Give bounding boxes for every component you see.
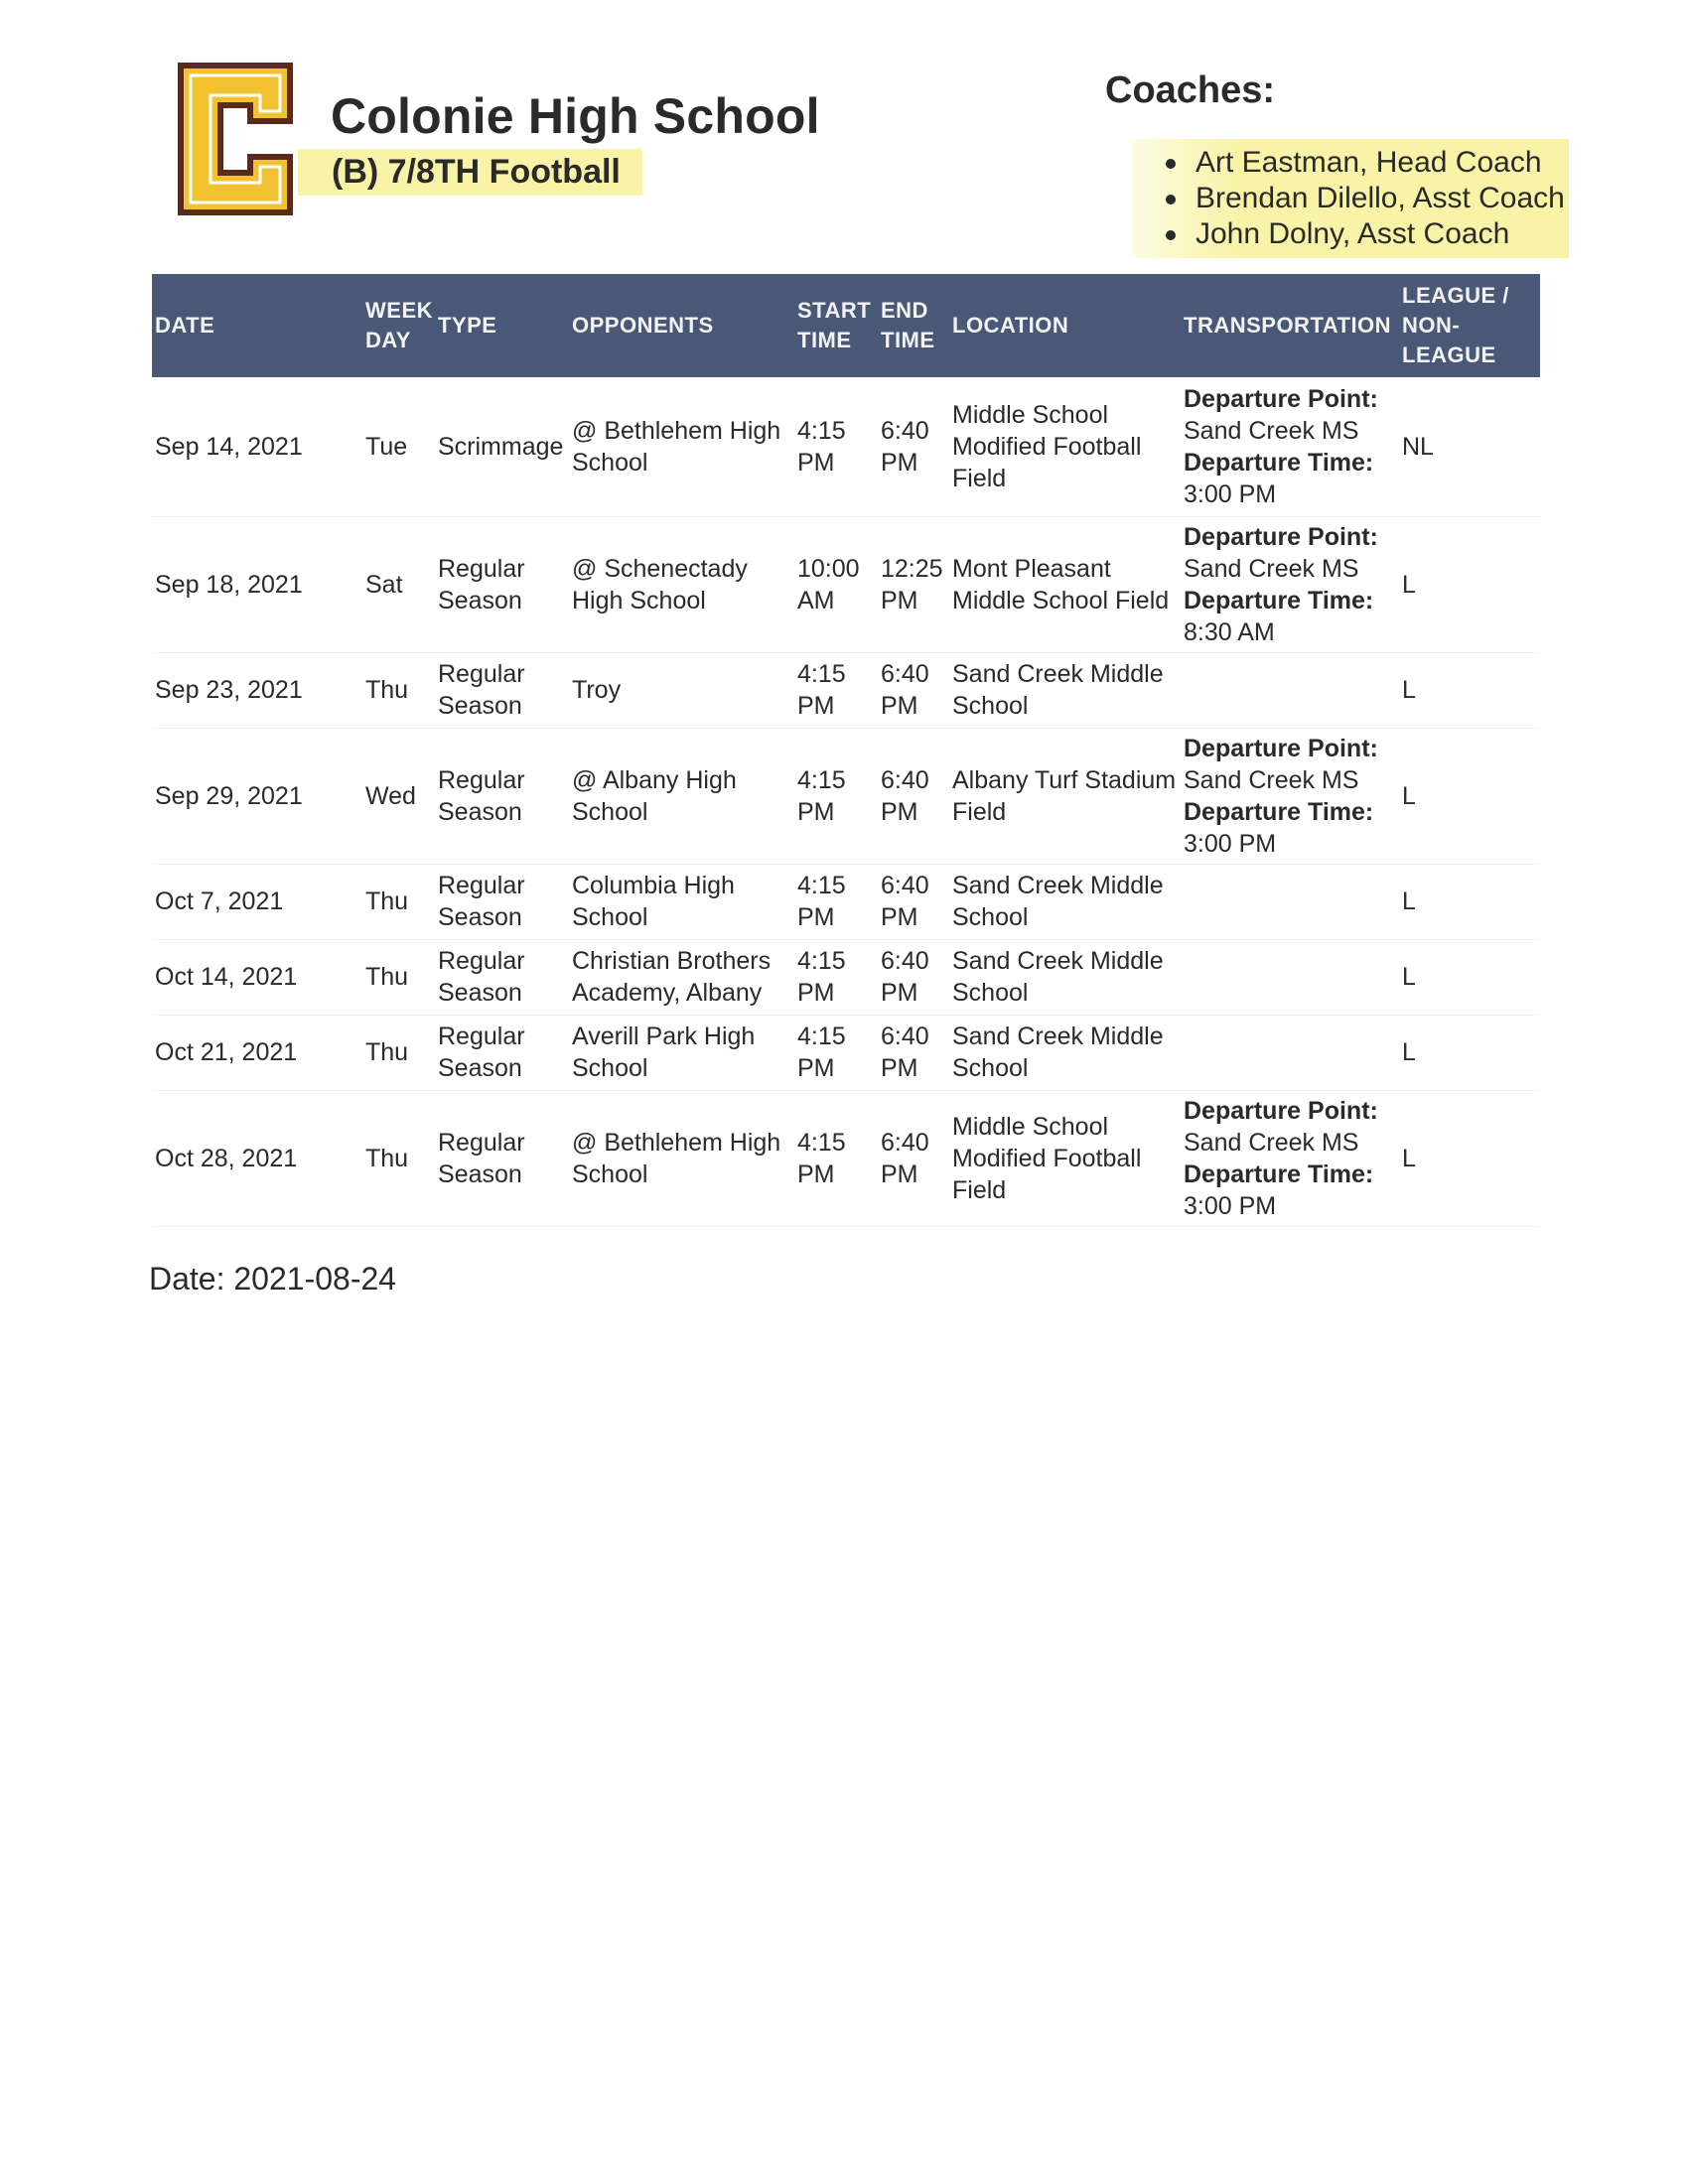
cell-end-time: 6:40 PM: [878, 1015, 949, 1090]
document-date: Date: 2021-08-24: [149, 1261, 397, 1297]
departure-point-value: Sand Creek MS: [1184, 765, 1359, 794]
departure-time-value: 8:30 AM: [1184, 617, 1275, 646]
cell-date: Sep 23, 2021: [152, 652, 362, 728]
school-title: Colonie High School: [331, 88, 820, 144]
header-league: LEAGUE / NON-LEAGUE: [1402, 283, 1509, 367]
school-logo: [175, 60, 296, 218]
coaches-heading: Coaches:: [1105, 69, 1276, 111]
cell-start-time: 4:15 PM: [794, 864, 878, 939]
cell-opponent: Columbia High School: [569, 864, 794, 939]
cell-transportation: [1181, 516, 1399, 652]
cell-weekday: Thu: [362, 652, 435, 728]
coach-list: [1132, 139, 1569, 258]
departure-time-value: 3:00 PM: [1184, 1191, 1277, 1220]
cell-location: Sand Creek Middle School: [949, 652, 1181, 728]
cell-opponent: @ Schenectady High School: [569, 516, 794, 652]
cell-league: L: [1399, 864, 1540, 939]
cell-opponent: Christian Brothers Academy, Albany: [569, 939, 794, 1015]
cell-date: Oct 7, 2021: [152, 864, 362, 939]
cell-type: Regular Season: [435, 864, 569, 939]
cell-type: Regular Season: [435, 652, 569, 728]
cell-type: Regular Season: [435, 939, 569, 1015]
cell-date: Oct 28, 2021: [152, 1090, 362, 1226]
cell-location: Middle School Modified Football Field: [949, 1090, 1181, 1226]
cell-weekday: Thu: [362, 1090, 435, 1226]
cell-type: Regular Season: [435, 728, 569, 864]
departure-time-label: Departure Time:: [1184, 1160, 1374, 1188]
cell-opponent: @ Albany High School: [569, 728, 794, 864]
cell-transportation: [1181, 1015, 1399, 1090]
cell-weekday: Sat: [362, 516, 435, 652]
cell-weekday: Thu: [362, 1015, 435, 1090]
table-header-row: [152, 274, 1540, 377]
header-transportation: TRANSPORTATION: [1184, 313, 1392, 338]
cell-type: Scrimmage: [435, 377, 569, 516]
cell-weekday: Thu: [362, 864, 435, 939]
cell-league: L: [1399, 652, 1540, 728]
cell-type: Regular Season: [435, 1015, 569, 1090]
table-row: [152, 728, 1540, 864]
cell-league: L: [1399, 1015, 1540, 1090]
departure-time-value: 3:00 PM: [1184, 479, 1277, 508]
departure-time-label: Departure Time:: [1184, 586, 1374, 614]
team-name: (B) 7/8TH Football: [298, 149, 642, 196]
departure-point-label: Departure Point:: [1184, 384, 1378, 413]
cell-weekday: Thu: [362, 939, 435, 1015]
coach-item: Art Eastman, Head Coach: [1144, 145, 1565, 181]
cell-start-time: 4:15 PM: [794, 652, 878, 728]
cell-end-time: 6:40 PM: [878, 728, 949, 864]
coach-item: Brendan Dilello, Asst Coach: [1144, 181, 1565, 216]
cell-transportation: [1181, 652, 1399, 728]
cell-transportation: [1181, 864, 1399, 939]
header-type: TYPE: [438, 313, 497, 338]
header-start-time: START TIME: [797, 298, 872, 352]
table-row: [152, 516, 1540, 652]
departure-time-label: Departure Time:: [1184, 448, 1374, 477]
cell-transportation: [1181, 728, 1399, 864]
cell-opponent: @ Bethlehem High School: [569, 377, 794, 516]
cell-league: L: [1399, 728, 1540, 864]
cell-end-time: 6:40 PM: [878, 1090, 949, 1226]
cell-transportation: [1181, 377, 1399, 516]
header-opponents: OPPONENTS: [572, 313, 714, 338]
departure-point-label: Departure Point:: [1184, 1096, 1378, 1125]
cell-location: Middle School Modified Football Field: [949, 377, 1181, 516]
cell-start-time: 4:15 PM: [794, 377, 878, 516]
departure-point-value: Sand Creek MS: [1184, 416, 1359, 445]
cell-location: Sand Creek Middle School: [949, 1015, 1181, 1090]
cell-start-time: 4:15 PM: [794, 728, 878, 864]
cell-opponent: Troy: [569, 652, 794, 728]
cell-start-time: 4:15 PM: [794, 1090, 878, 1226]
cell-transportation: [1181, 939, 1399, 1015]
table-row: [152, 1015, 1540, 1090]
cell-opponent: Averill Park High School: [569, 1015, 794, 1090]
departure-point-value: Sand Creek MS: [1184, 554, 1359, 583]
cell-league: L: [1399, 516, 1540, 652]
schedule-body: [152, 377, 1540, 1226]
cell-start-time: 10:00 AM: [794, 516, 878, 652]
cell-start-time: 4:15 PM: [794, 1015, 878, 1090]
cell-weekday: Tue: [362, 377, 435, 516]
coach-item: John Dolny, Asst Coach: [1144, 216, 1565, 252]
cell-league: NL: [1399, 377, 1540, 516]
cell-location: Sand Creek Middle School: [949, 939, 1181, 1015]
schedule-table: [152, 274, 1540, 1227]
cell-date: Sep 18, 2021: [152, 516, 362, 652]
departure-point-value: Sand Creek MS: [1184, 1128, 1359, 1157]
departure-point-label: Departure Point:: [1184, 734, 1378, 762]
cell-end-time: 6:40 PM: [878, 864, 949, 939]
cell-weekday: Wed: [362, 728, 435, 864]
cell-date: Oct 14, 2021: [152, 939, 362, 1015]
cell-end-time: 6:40 PM: [878, 652, 949, 728]
table-row: [152, 864, 1540, 939]
cell-type: Regular Season: [435, 1090, 569, 1226]
cell-location: Albany Turf Stadium Field: [949, 728, 1181, 864]
cell-end-time: 12:25 PM: [878, 516, 949, 652]
header-weekday: WEEK DAY: [365, 298, 433, 352]
departure-time-label: Departure Time:: [1184, 797, 1374, 826]
table-row: [152, 652, 1540, 728]
header-end-time: END TIME: [881, 298, 935, 352]
cell-end-time: 6:40 PM: [878, 377, 949, 516]
table-row: [152, 1090, 1540, 1226]
departure-time-value: 3:00 PM: [1184, 829, 1277, 858]
cell-type: Regular Season: [435, 516, 569, 652]
cell-location: Sand Creek Middle School: [949, 864, 1181, 939]
cell-end-time: 6:40 PM: [878, 939, 949, 1015]
cell-transportation: [1181, 1090, 1399, 1226]
table-row: [152, 939, 1540, 1015]
cell-league: L: [1399, 1090, 1540, 1226]
cell-date: Oct 21, 2021: [152, 1015, 362, 1090]
header-date: DATE: [155, 313, 215, 338]
cell-date: Sep 14, 2021: [152, 377, 362, 516]
cell-date: Sep 29, 2021: [152, 728, 362, 864]
cell-league: L: [1399, 939, 1540, 1015]
cell-opponent: @ Bethlehem High School: [569, 1090, 794, 1226]
table-row: [152, 377, 1540, 516]
cell-start-time: 4:15 PM: [794, 939, 878, 1015]
header-location: LOCATION: [952, 313, 1069, 338]
cell-location: Mont Pleasant Middle School Field: [949, 516, 1181, 652]
departure-point-label: Departure Point:: [1184, 522, 1378, 551]
